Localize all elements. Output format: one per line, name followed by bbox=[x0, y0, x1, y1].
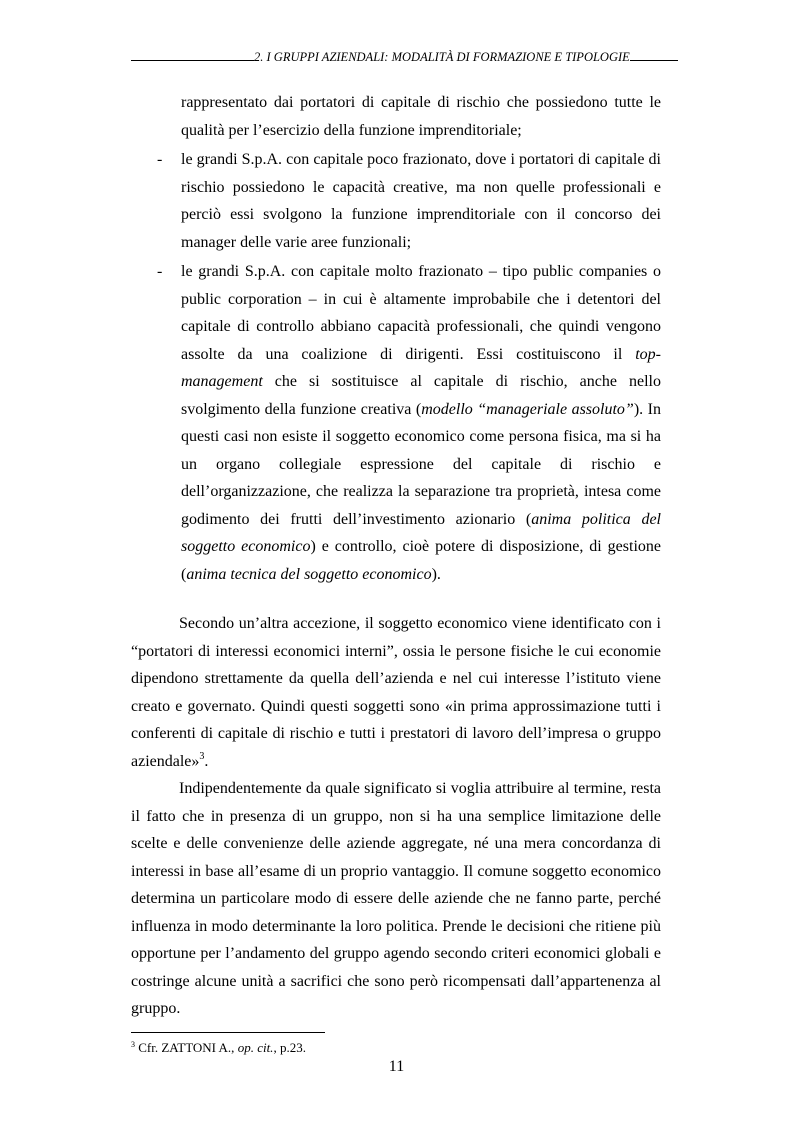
italic-term: anima politica del bbox=[531, 510, 661, 528]
text-line: scelte e delle convenienze delle aziende aggregate, né una mera concordanza di bbox=[131, 835, 661, 852]
text-line: dipendono strettamente da quella dell’azienda e nel cui interesse l’istituto viene bbox=[131, 670, 661, 687]
text-line: manager delle varie aree funzionali; bbox=[181, 233, 412, 251]
text-line: il fatto che in presenza di un gruppo, non si ha una semplice limitazione delle bbox=[131, 807, 661, 825]
italic-term: modello “manageriale assoluto” bbox=[421, 400, 634, 418]
text-run: aziendale» bbox=[131, 752, 200, 770]
header-title: 2. I GRUPPI AZIENDALI: MODALITÀ DI FORMAZIONE E TIPOLOGIE bbox=[254, 50, 630, 64]
text-line: public corporation – in cui è altamente improbabile che i detentori del bbox=[181, 290, 661, 308]
text-run: che si sostituisce al capitale di rischio, anche nello bbox=[262, 373, 661, 390]
text-run: ). In bbox=[633, 400, 661, 418]
text-line: creato e governato. Quindi questi soggetti sono «in prima approssimazione tutti i bbox=[131, 697, 661, 715]
text-line: un organo collegiale espressione del capitale di rischio e bbox=[181, 455, 661, 473]
text-line bbox=[181, 506, 661, 534]
text-run: ( bbox=[181, 565, 187, 583]
body-text bbox=[131, 89, 661, 1023]
text-line: gruppo. bbox=[131, 1000, 181, 1017]
text-line: dell’organizzazione, che realizza la separazione tra proprietà, intesa come bbox=[181, 483, 661, 500]
text-run: ) e controllo, cioè potere di disposizione, di gestione bbox=[310, 538, 661, 555]
text-line: interessi in base all’esame di un proprio vantaggio. Il comune soggetto economico bbox=[131, 862, 661, 880]
list-dash: - bbox=[157, 151, 163, 168]
text-run: svolgimento della funzione creativa ( bbox=[181, 400, 422, 418]
footnote-separator bbox=[131, 1032, 325, 1033]
text-line bbox=[181, 368, 661, 396]
list-item bbox=[131, 146, 661, 256]
text-line: questi casi non esiste il soggetto economico come persona fisica, ma si ha bbox=[181, 428, 661, 445]
page-number: 11 bbox=[388, 1058, 405, 1075]
text-run: assolte da una coalizione di dirigenti. Essi costituiscono il bbox=[181, 345, 636, 363]
text-run: ). bbox=[431, 565, 441, 583]
text-run: godimento dei frutti dell’investimento azionario ( bbox=[181, 510, 532, 528]
header-rule-right bbox=[630, 48, 678, 61]
list-dash: - bbox=[157, 263, 163, 280]
text-run: . bbox=[204, 752, 209, 770]
text-run: Cfr. ZATTONI A., bbox=[135, 1040, 238, 1055]
text-line: conferenti di capitale di rischio e tutti i prestatori di lavoro dell’impresa o gruppo bbox=[131, 725, 661, 742]
italic-term: op. cit. bbox=[237, 1040, 274, 1055]
text-line bbox=[181, 533, 661, 561]
list-continuation bbox=[131, 89, 661, 144]
text-line: capitale di controllo abbiano capacità professionali, che quindi vengono bbox=[181, 318, 661, 335]
text-line bbox=[181, 341, 661, 369]
text-line bbox=[181, 396, 661, 424]
text-line bbox=[181, 561, 661, 589]
paragraph bbox=[131, 610, 661, 775]
text-line: le grandi S.p.A. con capitale poco frazionato, dove i portatori di capitale di bbox=[181, 151, 661, 168]
text-line: rischio possiedono le capacità creative, ma non quelle professionali e bbox=[181, 178, 661, 196]
text-line bbox=[131, 748, 661, 776]
text-line: “portatori di interessi economici interni”, ossia le persone fisiche le cui economie bbox=[131, 642, 661, 660]
text-line: determina un particolare modo di essere delle aziende che ne fanno parte, perché bbox=[131, 890, 661, 907]
text-line: opportune per l’andamento del gruppo agendo secondo criteri economici globali e bbox=[131, 945, 661, 962]
footnote-number: 3 bbox=[131, 1040, 135, 1049]
italic-term: management bbox=[181, 373, 263, 390]
running-header bbox=[131, 48, 663, 66]
text-line: influenza in modo determinante la loro politica. Prende le decisioni che ritiene più bbox=[131, 917, 661, 935]
header-rule-left bbox=[131, 48, 254, 61]
footnote bbox=[131, 1040, 306, 1056]
text-line: costringe alcune unità a sacrifici che sono però ricompensati dall’appartenenza al bbox=[131, 972, 661, 990]
list-item bbox=[131, 258, 661, 588]
text-run: , p.23. bbox=[273, 1040, 306, 1055]
italic-term: top- bbox=[635, 345, 661, 363]
text-line: Secondo un’altra accezione, il soggetto economico viene identificato con i bbox=[179, 615, 661, 632]
text-line: perciò essi svolgono la funzione imprenditoriale con il concorso dei bbox=[181, 206, 661, 223]
italic-term: soggetto economico bbox=[181, 538, 311, 555]
paragraph bbox=[131, 775, 661, 1023]
text-line: le grandi S.p.A. con capitale molto frazionato – tipo public companies o bbox=[181, 263, 661, 280]
text-line: rappresentato dai portatori di capitale di rischio che possiedono tutte le bbox=[181, 94, 661, 111]
footnote-ref[interactable]: 3 bbox=[199, 750, 205, 762]
italic-term: anima tecnica del soggetto economico bbox=[186, 565, 432, 583]
text-line: Indipendentemente da quale significato si voglia attribuire al termine, resta bbox=[179, 780, 661, 797]
text-line: qualità per l’esercizio della funzione imprenditoriale; bbox=[181, 121, 522, 139]
